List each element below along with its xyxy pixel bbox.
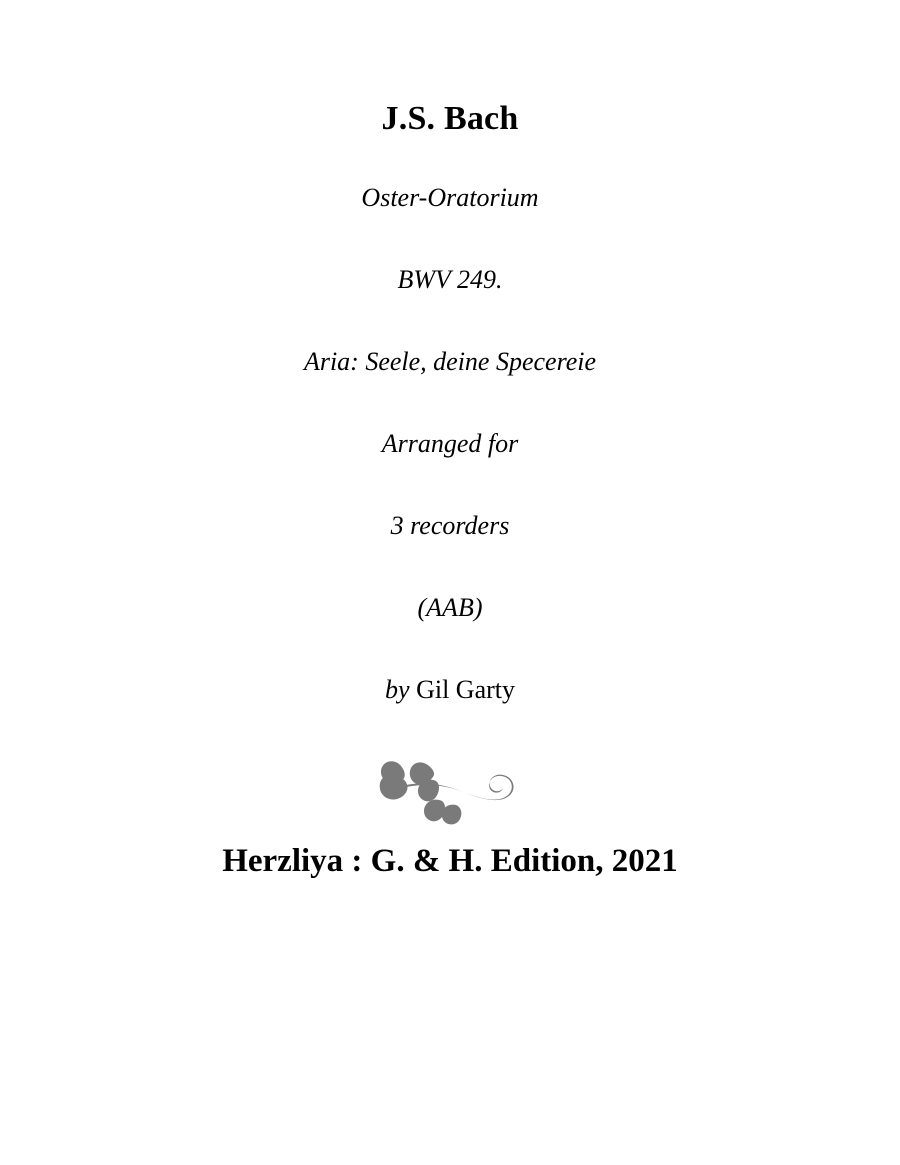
composer-name: J.S. Bach [381, 100, 519, 137]
movement-title: Aria: Seele, deine Specereie [303, 347, 597, 377]
work-title: Oster-Oratorium [361, 183, 539, 213]
leaf-flourish-ornament [0, 755, 900, 833]
voicing: (AAB) [417, 592, 483, 622]
title-block [0, 100, 900, 881]
imprint-line: Herzliya : G. & H. Edition, 2021 [222, 842, 678, 879]
catalog-number: BWV 249. [397, 265, 503, 295]
instrumentation: 3 recorders [390, 510, 510, 540]
arrangement-label: Arranged for [381, 429, 519, 459]
arranger-name: Gil Garty [416, 674, 515, 704]
arranger-credit [0, 675, 900, 705]
by-label: by [385, 674, 417, 704]
